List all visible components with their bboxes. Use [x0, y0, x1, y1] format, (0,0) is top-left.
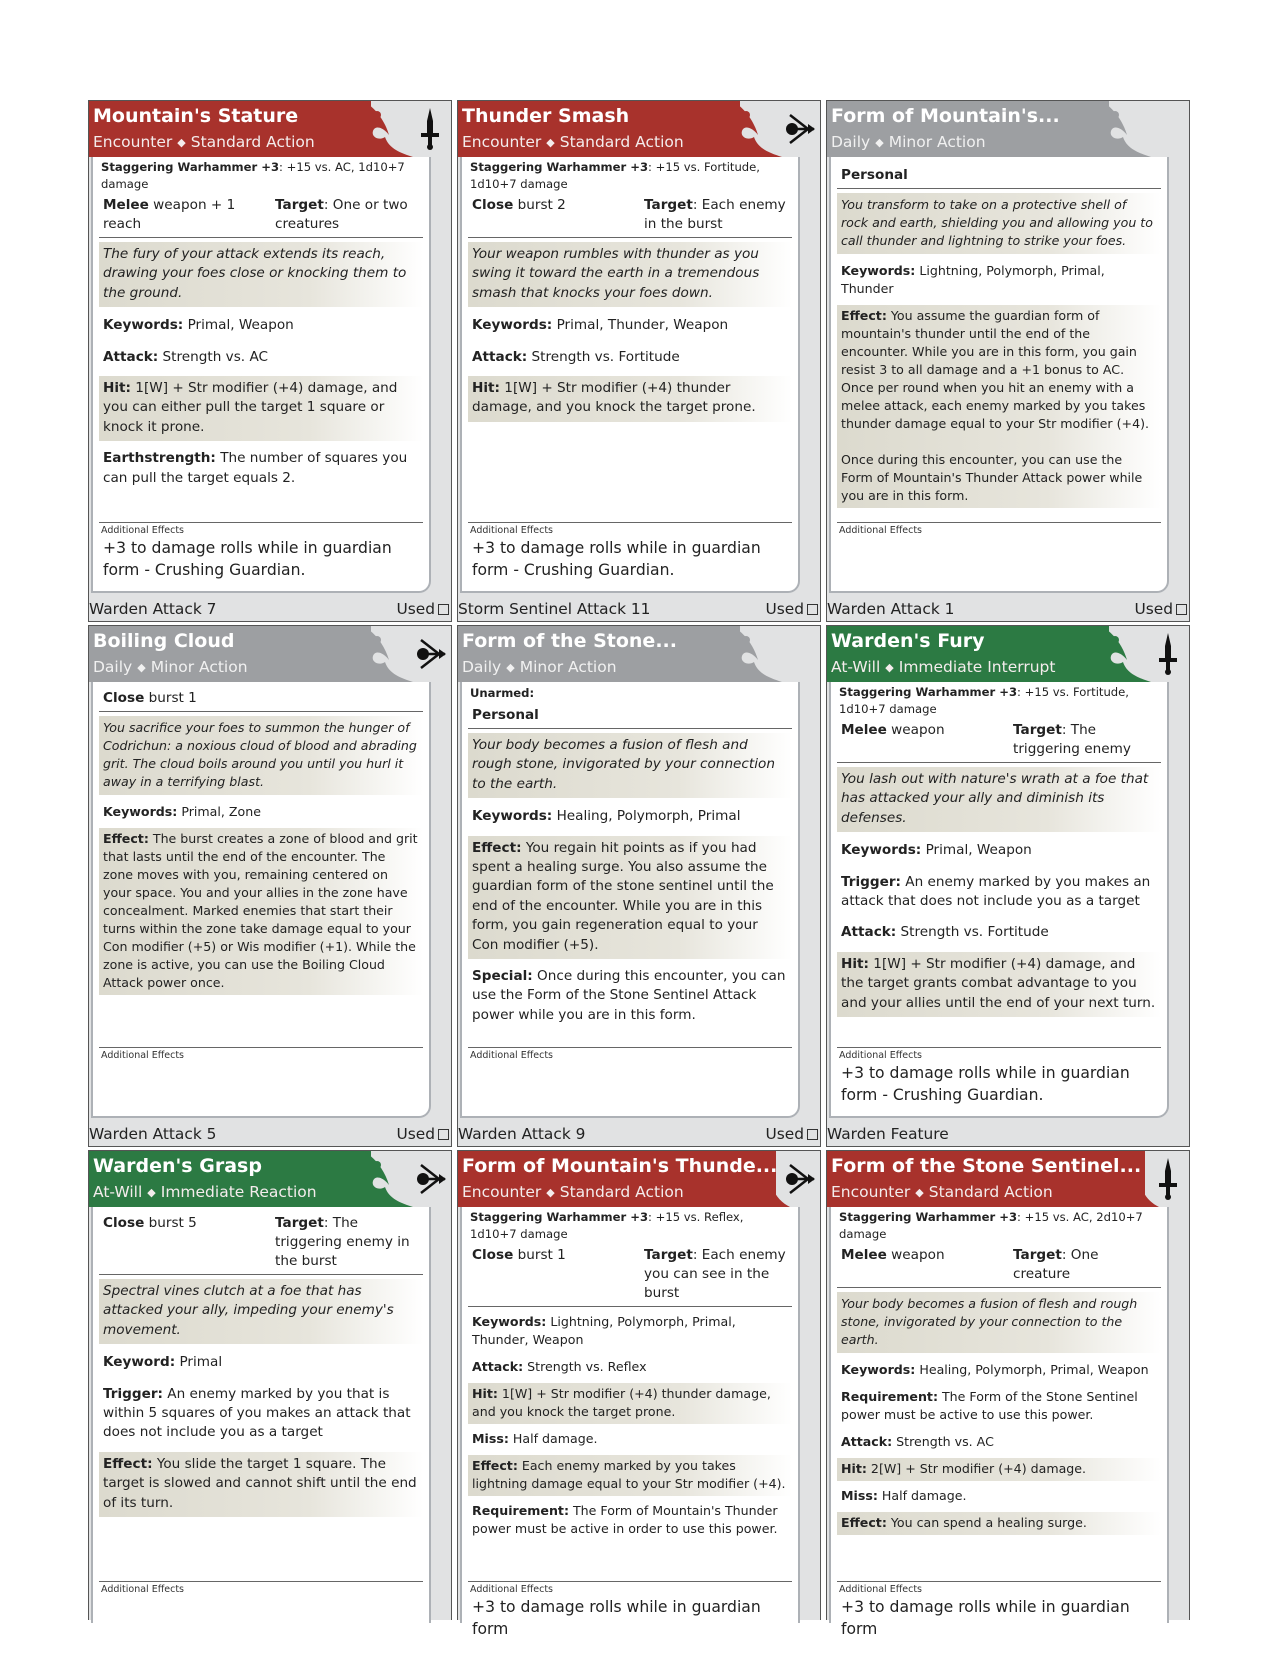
used-checkbox[interactable]: Used [396, 597, 449, 621]
keywords-line: Keywords: Primal, Thunder, Weapon [472, 317, 729, 334]
flavor-text: Spectral vines clutch at a foe that has attacked your ally, impeding your enemy's movement. [99, 1279, 423, 1344]
card-footer [458, 1122, 820, 1146]
flavor-text: Your weapon rumbles with thunder as you swing it toward the earth in a tremendous smash that knocks your foes down. [468, 242, 792, 307]
card-title: Warden's Grasp [93, 1155, 262, 1177]
card-source: Warden Feature [827, 1125, 949, 1143]
flavor-text: Your body becomes a fusion of flesh and rough stone, invigorated by your connection to the earth. [837, 1292, 1161, 1353]
additional-effects: Additional Effects [468, 1047, 792, 1063]
range-row: Close burst 1 [99, 686, 423, 712]
card-source: Warden Attack 9 [458, 1125, 586, 1143]
card-body [829, 157, 1169, 593]
keywords-line: Keywords: Primal, Weapon [103, 317, 294, 334]
card-body [460, 157, 800, 593]
card-header [458, 626, 820, 682]
attack-line: Attack: Strength vs. Fortitude [841, 924, 1049, 941]
hit-line: Hit: 1[W] + Str modifier (+4) damage, and you can either pull the target 1 square or knock it prone. [99, 376, 423, 441]
card-title: Form of Mountain's Thunde... [462, 1155, 778, 1177]
melee-dagger-icon [413, 107, 447, 151]
card-source: Warden Attack 1 [827, 600, 955, 618]
miss-line: Miss: Half damage. [472, 1431, 598, 1446]
header-swirl-icon [1083, 101, 1151, 157]
card-header [458, 1151, 820, 1207]
card-usage-line: Encounter ◆ Standard Action [93, 133, 315, 151]
header-swirl-icon [714, 101, 782, 157]
miss-line: Miss: Half damage. [841, 1488, 967, 1503]
used-checkbox[interactable]: Used [765, 1122, 818, 1146]
card-footer [458, 597, 820, 621]
range-target-row: Melee weapon + 1 reach Target: One or two creatures [99, 193, 423, 238]
melee-dagger-icon [1151, 632, 1185, 676]
range-target-row: Melee weapon Target: One creature [837, 1243, 1161, 1288]
card-header [89, 101, 451, 157]
hit-line: Hit: 1[W] + Str modifier (+4) damage, and the target grants combat advantage to you and your allies until the end of your next turn. [837, 952, 1161, 1017]
power-card-form-of-the-stone-sentinel [826, 1150, 1190, 1638]
earthstrength-line: Earthstrength: The number of squares you can pull the target equals 2. [103, 450, 408, 486]
keywords-line: Keywords: Primal, Weapon [841, 842, 1032, 859]
effect-line: Effect: The burst creates a zone of blood and grit that lasts until the end of the encounter. The zone moves with you, remaining centered on your space. You and your allies in the zone have concealment. Marked enemies that start their turns within the zone take damage equal to your Con modifier (+5) or Wis modifier (+1). While the zone is active, you can use the Boiling Cloud Attack power once. [99, 828, 423, 995]
card-body [91, 1207, 431, 1623]
power-card-form-of-mountains [826, 100, 1190, 622]
card-body [829, 1207, 1169, 1638]
power-card-form-of-mountains-thunder [457, 1150, 821, 1638]
used-checkbox[interactable]: Used [1134, 597, 1187, 621]
weapon-attack-line: Staggering Warhammer +3: +15 vs. Fortitude, 1d10+7 damage [470, 160, 760, 191]
additional-effects: Additional Effects [837, 522, 1161, 538]
card-title: Form of the Stone... [462, 630, 677, 652]
card-body [460, 1207, 800, 1638]
card-title: Form of the Stone Sentinel... [831, 1155, 1142, 1177]
range-target-row: Close burst 2 Target: Each enemy in the burst [468, 193, 792, 238]
used-checkbox[interactable]: Used [765, 597, 818, 621]
card-usage-line: Daily ◆ Minor Action [462, 658, 617, 676]
additional-effects: Additional Effects [99, 1047, 423, 1063]
power-card-sheet [88, 100, 1190, 1660]
power-card-form-of-the-stone [457, 625, 821, 1147]
trigger-line: Trigger: An enemy marked by you makes an attack that does not include you as a target [841, 873, 1151, 910]
card-header [458, 101, 820, 157]
card-header [827, 101, 1189, 157]
effect-line: Effect: Each enemy marked by you takes lightning damage equal to your Str modifier (+4). [468, 1455, 792, 1496]
card-body [91, 682, 431, 1118]
card-usage-line: Encounter ◆ Standard Action [462, 133, 684, 151]
hit-line: Hit: 1[W] + Str modifier (+4) thunder damage, and you knock the target prone. [468, 376, 792, 422]
header-swirl-icon [714, 626, 782, 682]
card-header [827, 626, 1189, 682]
card-footer [89, 1122, 451, 1146]
attack-line: Attack: Strength vs. AC [103, 348, 268, 365]
card-body [460, 682, 800, 1118]
power-card-mountains-stature [88, 100, 452, 622]
requirement-line: Requirement: The Form of Mountain's Thunder power must be active in order to use this power. [472, 1503, 778, 1536]
additional-effects: Additional Effects +3 to damage rolls while in guardian form [468, 1581, 792, 1641]
flavor-text: You lash out with nature's wrath at a foe that has attacked your ally and diminish its defenses. [837, 767, 1161, 832]
flavor-text: Your body becomes a fusion of flesh and rough stone, invigorated by your connection to the earth. [468, 733, 792, 798]
additional-effects: Additional Effects +3 to damage rolls while in guardian form - Crushing Guardian. [837, 1047, 1161, 1107]
used-checkbox[interactable]: Used [396, 1122, 449, 1146]
card-header [89, 1151, 451, 1207]
effect-line: Effect: You slide the target 1 square. The target is slowed and cannot shift until the end of its turn. [99, 1452, 423, 1517]
header-swirl-icon [1083, 626, 1151, 682]
power-card-thunder-smash [457, 100, 821, 622]
hit-line: Hit: 2[W] + Str modifier (+4) damage. [837, 1458, 1161, 1481]
additional-effects: Additional Effects [99, 1581, 423, 1597]
flavor-text: The fury of your attack extends its reach, drawing your foes close or knocking them to the ground. [99, 242, 423, 307]
card-usage-line: Daily ◆ Minor Action [93, 658, 248, 676]
unarmed-line: Unarmed: [470, 686, 535, 700]
card-header [827, 1151, 1189, 1207]
additional-effects: Additional Effects +3 to damage rolls while in guardian form - Crushing Guardian. [468, 522, 792, 582]
card-footer [89, 597, 451, 621]
effect-line: Effect: You can spend a healing surge. [837, 1512, 1161, 1535]
weapon-attack-line: Staggering Warhammer +3: +15 vs. Reflex, 1d10+7 damage [470, 1210, 744, 1241]
melee-dagger-icon [1151, 1157, 1185, 1201]
keywords-line: Keywords: Primal, Zone [103, 804, 261, 819]
card-usage-line: At-Will ◆ Immediate Reaction [93, 1183, 317, 1201]
card-footer [827, 597, 1189, 621]
power-card-boiling-cloud [88, 625, 452, 1147]
personal-range: Personal [468, 703, 792, 729]
close-burst-arrow-icon [413, 1157, 447, 1201]
card-body [91, 157, 431, 593]
card-source: Storm Sentinel Attack 11 [458, 600, 651, 618]
trigger-line: Trigger: An enemy marked by you that is within 5 squares of you makes an attack that does not include you as a target [103, 1385, 411, 1441]
card-header [89, 626, 451, 682]
keywords-line: Keywords: Healing, Polymorph, Primal, Weapon [841, 1362, 1149, 1377]
range-target-row: Close burst 5 Target: The triggering enemy in the burst [99, 1211, 423, 1275]
additional-effects: Additional Effects +3 to damage rolls while in guardian form - Crushing Guardian. [99, 522, 423, 582]
header-swirl-icon [345, 1151, 413, 1207]
power-card-wardens-fury [826, 625, 1190, 1147]
hit-line: Hit: 1[W] + Str modifier (+4) thunder damage, and you knock the target prone. [468, 1383, 792, 1424]
card-title: Boiling Cloud [93, 630, 235, 652]
keyword-line: Keyword: Primal [103, 1354, 223, 1371]
card-usage-line: Encounter ◆ Standard Action [462, 1183, 684, 1201]
special-line: Special: Once during this encounter, you can use the Form of the Stone Sentinel Attack power while you are in this form. [472, 968, 786, 1023]
power-card-wardens-grasp [88, 1150, 452, 1620]
card-source: Warden Attack 7 [89, 600, 217, 618]
keywords-line: Keywords: Lightning, Polymorph, Primal, Thunder [841, 263, 1105, 296]
keywords-line: Keywords: Healing, Polymorph, Primal [472, 808, 741, 825]
range-target-row: Melee weapon Target: The triggering enemy [837, 718, 1161, 763]
card-title: Mountain's Stature [93, 105, 299, 127]
attack-line: Attack: Strength vs. Fortitude [472, 348, 680, 365]
header-swirl-icon [345, 626, 413, 682]
keywords-line: Keywords: Lightning, Polymorph, Primal, Thunder, Weapon [472, 1314, 736, 1347]
card-title: Warden's Fury [831, 630, 985, 652]
attack-line: Attack: Strength vs. AC [841, 1434, 994, 1449]
additional-effects: Additional Effects +3 to damage rolls while in guardian form [837, 1581, 1161, 1641]
close-burst-arrow-icon [782, 1157, 816, 1201]
weapon-attack-line: Staggering Warhammer +3: +15 vs. AC, 1d10+7 damage [101, 160, 405, 191]
card-usage-line: Encounter ◆ Standard Action [831, 1183, 1053, 1201]
card-usage-line: Daily ◆ Minor Action [831, 133, 986, 151]
close-burst-arrow-icon [413, 632, 447, 676]
weapon-attack-line: Staggering Warhammer +3: +15 vs. AC, 2d10+7 damage [839, 1210, 1143, 1241]
close-burst-arrow-icon [782, 107, 816, 151]
range-target-row: Close burst 1 Target: Each enemy you can see in the burst [468, 1243, 792, 1307]
card-usage-line: At-Will ◆ Immediate Interrupt [831, 658, 1056, 676]
flavor-text: You transform to take on a protective shell of rock and earth, shielding you and allowing you to call thunder and lightning to strike your foes. [837, 193, 1161, 254]
flavor-text: You sacrifice your foes to summon the hunger of Codrichun: a noxious cloud of blood and abrading grit. The cloud boils around you until you hurl it away in a terrifying blast. [99, 716, 423, 795]
header-swirl-icon [345, 101, 413, 157]
effect-line: Effect: You assume the guardian form of mountain's thunder until the end of the encounter. While you are in this form, you gain resist 3 to all damage and a +1 bonus to AC. Once per round when you hit an enemy with a melee attack, each enemy marked by you takes thunder damage equal to your Str modifier (+4). Once during this encounter, you can use the Form of Mountain's Thunder Attack power while you are in this form. [837, 305, 1161, 508]
card-title: Thunder Smash [462, 105, 630, 127]
weapon-attack-line: Staggering Warhammer +3: +15 vs. Fortitude, 1d10+7 damage [839, 685, 1129, 716]
effect-line: Effect: You regain hit points as if you had spent a healing surge. You also assume the guardian form of the stone sentinel until the end of the encounter. While you are in this form, you gain regeneration equal to your Con modifier (+5). [468, 836, 792, 959]
card-title: Form of Mountain's... [831, 105, 1060, 127]
personal-range: Personal [837, 163, 1161, 189]
card-source: Warden Attack 5 [89, 1125, 217, 1143]
requirement-line: Requirement: The Form of the Stone Sentinel power must be active to use this power. [841, 1389, 1138, 1422]
attack-line: Attack: Strength vs. Reflex [472, 1359, 647, 1374]
card-body [829, 682, 1169, 1118]
card-footer [827, 1122, 1189, 1146]
